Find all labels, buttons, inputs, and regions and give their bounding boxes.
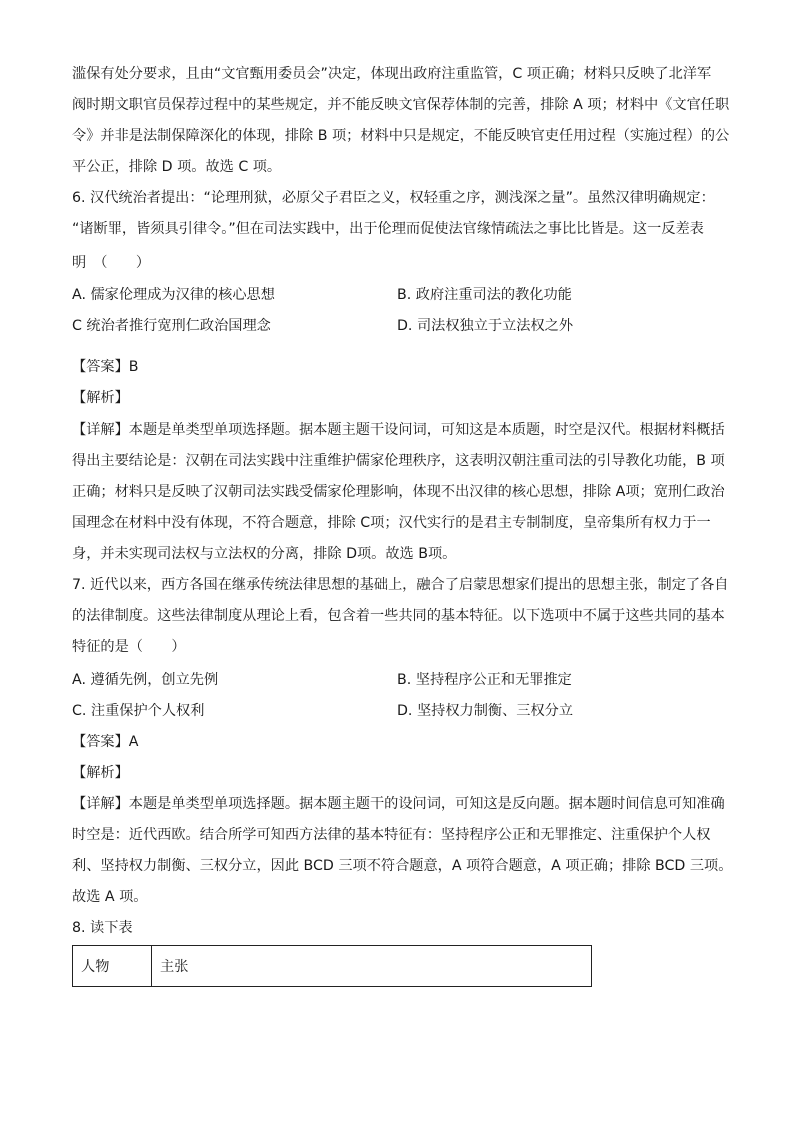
text-line: 平公正，排除 D 项。故选 C 项。 [72, 159, 282, 175]
q7-stem-line: 7. 近代以来，西方各国在继承传统法律思想的基础上，融合了启蒙思想家们提出的思想主张，制定了各自 [72, 577, 729, 593]
text-line: 令》并非是法制保障深化的体现，排除 B 项；材料中只是规定，不能反映官吏任用过程（实施过程）的公 [72, 128, 730, 144]
q6-stem-line: 明 （ ） [72, 255, 151, 271]
q6-detail-line: 身，并未实现司法权与立法权的分离，排除 D项。故选 B项。 [72, 546, 457, 562]
q6-detail-line: 得出主要结论是：汉朝在司法实践中注重维护儒家伦理秩序，这表明汉朝注重司法的引导教化功能，B 项 [72, 453, 725, 469]
q6-option-d: D. 司法权独立于立法权之外 [397, 318, 574, 334]
q7-detail-line: 故选 A 项。 [72, 889, 148, 905]
q7-stem-line: 的法律制度。这些法律制度从理论上看，包含着一些共同的基本特征。以下选项中不属于这些共同的基本 [72, 608, 725, 624]
q8-stem: 8. 读下表 [72, 920, 133, 936]
q6-option-b: B. 政府注重司法的教化功能 [397, 287, 572, 303]
q6-answer: 【答案】B [72, 359, 139, 375]
q7-option-d: D. 坚持权力制衡、三权分立 [397, 703, 574, 719]
q6-option-c: C 统治者推行宽刑仁政治国理念 [72, 318, 271, 334]
q8-table [72, 945, 592, 987]
text-line: 阀时期文职官员保荐过程中的某些规定，并不能反映文官保荐体制的完善，排除 A 项；材料中《文官任职 [72, 97, 730, 113]
q7-detail-line: 利、坚持权力制衡、三权分立，因此 BCD 三项不符合题意，A 项符合题意，A 项正确；排除 BCD 三项。 [72, 858, 733, 874]
q6-analysis-label: 【解析】 [72, 390, 129, 406]
q6-stem-line: “诸断罪，皆须具引律令。”但在司法实践中，出于伦理而促使法官缘情疏法之事比比皆是。这一反差表 [72, 221, 704, 237]
q6-option-a: A. 儒家伦理成为汉律的核心思想 [72, 287, 275, 303]
table-header-claim: 主张 [152, 946, 592, 987]
table-header-person: 人物 [73, 946, 152, 987]
q7-analysis-label: 【解析】 [72, 765, 129, 781]
q7-detail-line: 【详解】本题是单类型单项选择题。据本题主题干的设问词，可知这是反向题。据本题时间信息可知准确 [72, 796, 725, 812]
table-row [73, 946, 592, 987]
q6-stem-line: 6. 汉代统治者提出：“论理刑狱，必原父子君臣之义，权轻重之序，测浅深之量”。虽然汉律明确规定： [72, 190, 715, 206]
q7-answer: 【答案】A [72, 734, 139, 750]
q7-detail-line: 时空是：近代西欧。结合所学可知西方法律的基本特征有：坚持程序公正和无罪推定、注重保护个人权 [72, 827, 711, 843]
q7-option-c: C. 注重保护个人权利 [72, 703, 205, 719]
q7-option-a: A. 遵循先例，创立先例 [72, 672, 219, 688]
q7-stem-line: 特征的是（ ） [72, 639, 186, 655]
q6-detail-line: 【详解】本题是单类型单项选择题。据本题主题干设问词，可知这是本质题，时空是汉代。根据材料概括 [72, 422, 725, 438]
q7-option-b: B. 坚持程序公正和无罪推定 [397, 672, 572, 688]
text-line: 滥保有处分要求，且由“文官甄用委员会”决定，体现出政府注重监管，C 项正确；材料只反映了北洋军 [72, 66, 712, 82]
q6-detail-line: 国理念在材料中没有体现，不符合题意，排除 C项；汉代实行的是君主专制制度，皇帝集所有权力于一 [72, 515, 711, 531]
q6-detail-line: 正确；材料只是反映了汉朝司法实践受儒家伦理影响，体现不出汉律的核心思想，排除 A项；宽刑仁政治 [72, 484, 725, 500]
